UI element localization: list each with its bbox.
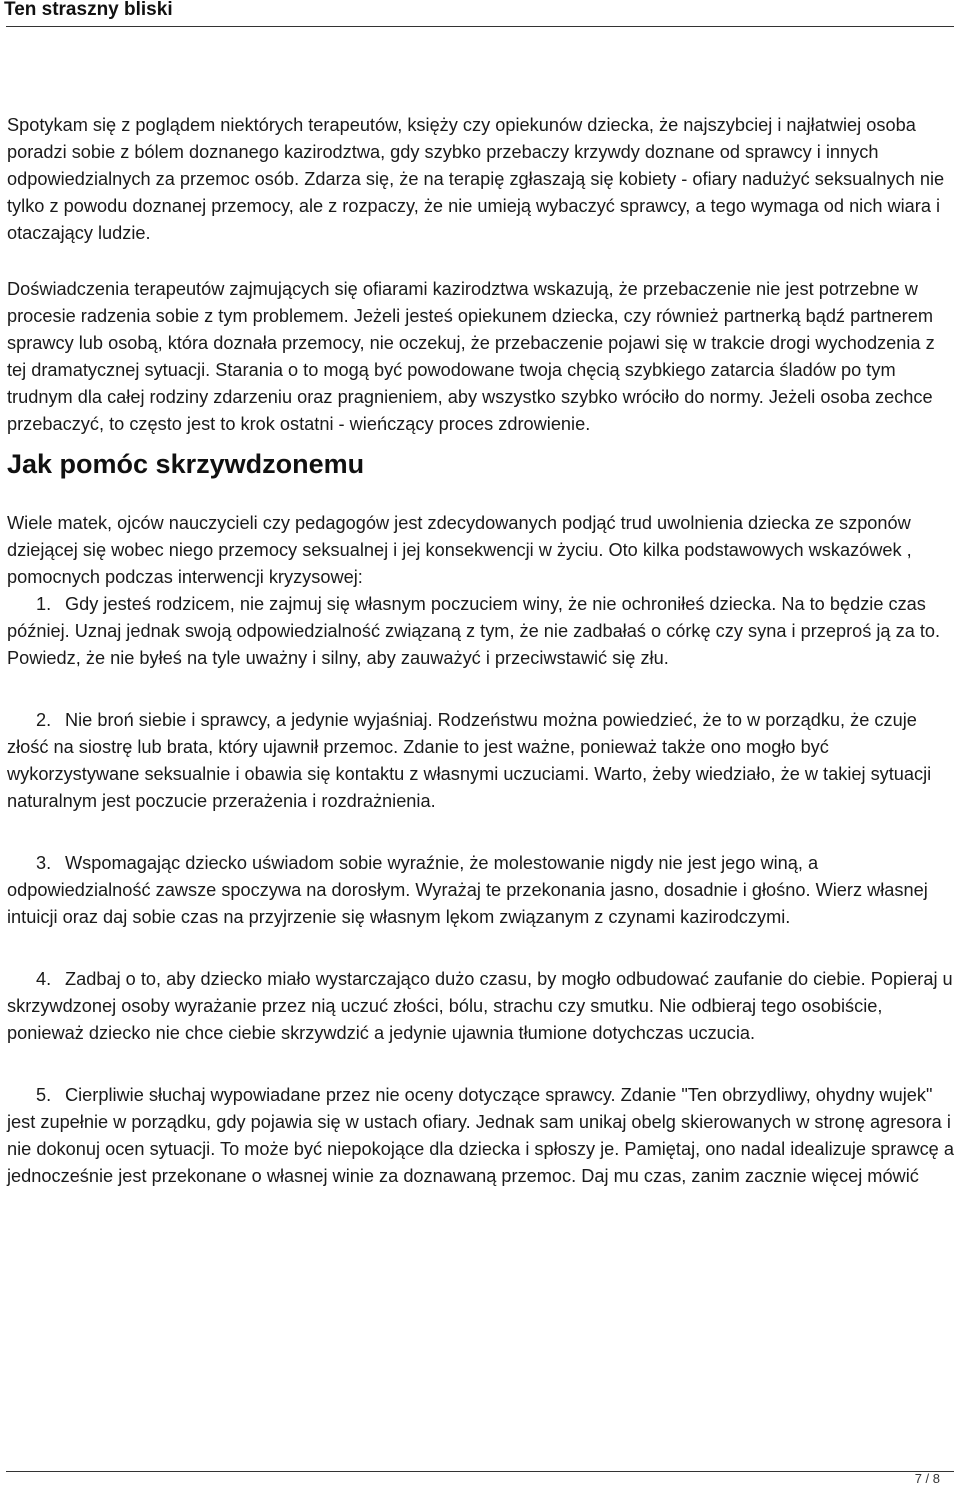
section-heading: Jak pomóc skrzywdzonemu [7,449,365,479]
document-title: Ten straszny bliski [4,0,173,20]
document-body [7,112,955,1190]
list-item-text: Wspomagając dziecko uświadom sobie wyraźnie, że molestowanie nigdy nie jest jego winą, a odpowiedzialność zawsze spoczywa na dorosłym. Wyrażaj te przekonania jasno, dosadnie i głośno. Wierz własnej intuicji oraz daj sobie czas na przyjrzenie się własnym lękom związanym z czynami kazirodczymi. [7,853,928,927]
header-divider [6,26,954,27]
paragraph-therapist-experience: Doświadczenia terapeutów zajmujących się ofiarami kazirodztwa wskazują, że przebaczenie nie jest potrzebne w procesie radzenia sobie z tym problemem. Jeżeli jesteś opiekunem dziecka, czy również partnerką bądź partnerem sprawcy lub osobą, która doznała przemocy, nie oczekuj, że przebaczenie pojawi się w trakcie drogi wychodzenia z tej dramatycznej sytuacji. Starania o to mogą być powodowane twoja chęcią szybkiego zatarcia śladów po tym trudnym dla całej rodziny zdarzeniu oraz pragnieniem, aby wszystko szybko wróciło do normy. Jeżeli osoba zechce przebaczyć, to często jest to krok ostatni - wieńczący proces zdrowienie. [7,279,935,434]
page-number: 7 / 8 [914,1471,940,1486]
list-item-3 [7,850,955,931]
list-item-5 [7,1082,955,1190]
list-number: 4. [36,969,52,989]
list-item-text: Zadbaj o to, aby dziecko miało wystarczająco dużo czasu, by mogło odbudować zaufanie do ciebie. Popieraj u skrzywdzonej osoby wyrażanie przez nią uczuć złości, bólu, strachu czy smutku. Nie odbieraj tego osobiście, ponieważ dziecko nie chce ciebie skrzywdzić a jedynie ujawnia tłumione dotychczas uczucia. [7,969,953,1043]
list-number: 3. [36,853,52,873]
list-number: 5. [36,1085,52,1105]
list-item-text: Cierpliwie słuchaj wypowiadane przez nie oceny dotyczące sprawcy. Zdanie "Ten obrzydliwy, ohydny wujek" jest zupełnie w porządku, gdy pojawia się w ustach ofiary. Jednak sam unikaj obelg skierowanych w stronę agresora i nie dokonuj ocen sytuacji. To może być niepokojące dla dziecka i spłoszy je. Pamiętaj, ono nadal idealizuje sprawcę a jednocześnie jest przekonane o własnej winie za doznawaną przemoc. Daj mu czas, zanim zacznie więcej mówić [7,1085,954,1186]
list-item-4 [7,966,955,1047]
list-item-1 [7,591,955,672]
footer-divider [6,1471,954,1472]
section-intro: Wiele matek, ojców nauczycieli czy pedagogów jest zdecydowanych podjąć trud uwolnienia dziecka ze szponów dziejącej się wobec niego przemocy seksualnej i jej konsekwencji w życiu. Oto kilka podstawowych wskazówek , pomocnych podczas interwencji kryzysowej: [7,513,912,587]
paragraph-forgiveness-views: Spotykam się z poglądem niektórych terapeutów, księży czy opiekunów dziecka, że najszybciej i najłatwiej osoba poradzi sobie z bólem doznanego kazirodztwa, gdy szybko przebaczy krzywdy doznane od sprawcy i innych odpowiedzialnych za przemoc osób. Zdarza się, że na terapię zgłaszają się kobiety - ofiary nadużyć seksualnych nie tylko z powodu doznanej przemocy, ale z rozpaczy, że nie umieją wybaczyć sprawcy, a tego wymaga od nich wiara i otaczający ludzie. [7,115,945,243]
list-item-2 [7,707,955,815]
list-item-text: Nie broń siebie i sprawcy, a jedynie wyjaśniaj. Rodzeństwu można powiedzieć, że to w porządku, że czuje złość na siostrę lub brata, który ujawnił przemoc. Zdanie to jest ważne, ponieważ także ono mogło być wykorzystywane seksualnie i obawia się kontaktu z własnymi uczuciami. Warto, żeby wiedziało, że w takiej sytuacji naturalnym jest poczucie przerażenia i rozdrażnienia. [7,710,932,811]
list-number: 1. [36,594,52,614]
list-number: 2. [36,710,52,730]
list-item-text: Gdy jesteś rodzicem, nie zajmuj się własnym poczuciem winy, że nie ochroniłeś dziecka. Na to będzie czas później. Uznaj jednak swoją odpowiedzialność związaną z tym, że nie zadbałaś o córkę czy syna i przeproś ją za to. Powiedz, że nie byłeś na tyle uważny i silny, aby zauważyć i przeciwstawić się złu. [7,594,941,668]
